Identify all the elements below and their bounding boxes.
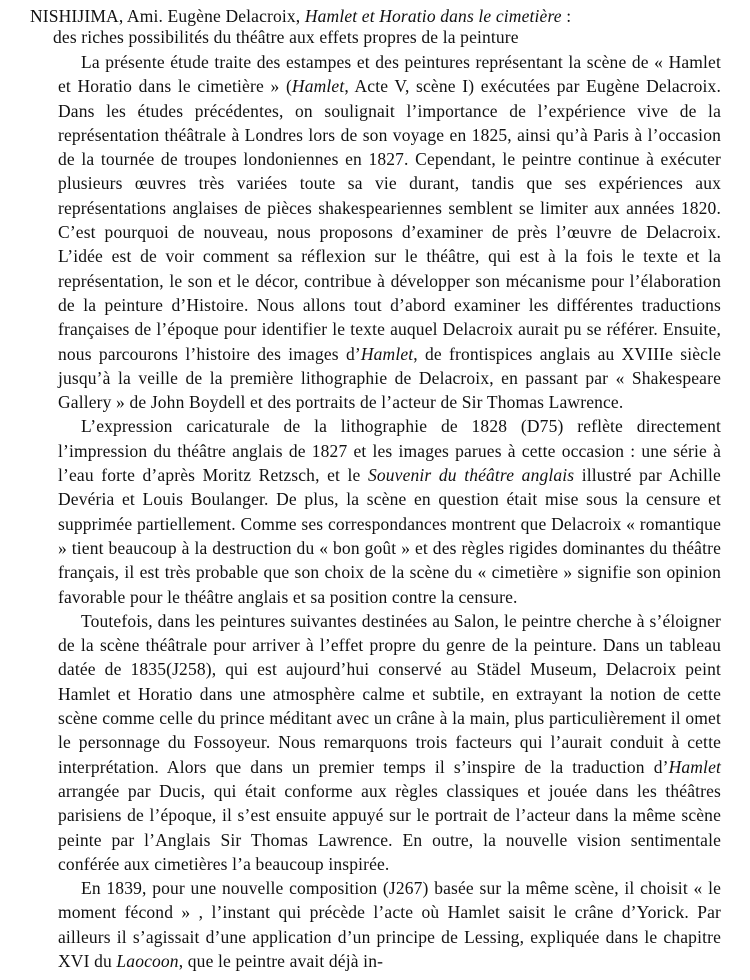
paragraph-text: illustré par Achille Devéria et Louis Boulanger. De plus, la scène en question était mise sous la censure et supprimée partiellement. Comme ses correspondances montrent que Delacroix « romantique » tient beaucoup à la destruction du « bon goût » et des règles rigides dominantes du théâtre français, il est très probable que son choix de la scène du « cimetière » signifie son opinion favorable pour le théâtre anglais et sa position contre la censure. bbox=[58, 465, 721, 607]
paragraph-text: En 1839, pour une nouvelle composition (J267) basée sur la même scène, il choisit « le moment fécond » , l’instant qui précède l’acte où Hamlet saisit le crâne d’Yorick. Par ailleurs il s’agissait d’une application d’un principe de Lessing, expliquée dans le chapitre XVI du bbox=[58, 878, 721, 971]
author-line: NISHIJIMA, Ami. Eugène Delacroix, bbox=[30, 6, 305, 26]
paragraph-text: , Acte V, scène I) exécutées par Eugène Delacroix. Dans les études précédentes, on soulignait l’importance de l’expérience vive de la représentation théâtrale à Londres lors de son voyage en 1825, ainsi qu’à Paris à l’occasion de la tournée de troupes londoniennes en 1827. Cependant, le peintre continue à exécuter plusieurs œuvres très variées toute sa vie durant, tandis que ses expériences aux représentations anglaises de pièces shakespeariennes semblent se limiter aux années 1820. C’est pourquoi de nouveau, nous proposons d’examiner de près l’œuvre de Delacroix. L’idée est de voir comment sa réflexion sur le théâtre, qui est à la fois le texte et la représentation, le son et le décor, contribue à développer son mécanisme pour l’élaboration de la peinture d’Histoire. Nous allons tout d’abord examiner les différentes traductions françaises de l’époque pour identifier le texte auquel Delacroix aurait pu se référer. Ensuite, nous parcourons l’histoire des images d’ bbox=[58, 76, 721, 364]
article-subtitle: des riches possibilités du théâtre aux effets propres de la peinture bbox=[53, 27, 519, 47]
italic-title-text: Hamlet bbox=[291, 76, 345, 97]
paragraph-text: L’expression caricaturale de la lithographie de 1828 (D75) reflète directement l’impression du théâtre anglais de 1827 et les images parues à cette occasion : une série à l’eau forte d’après Moritz Retzsch, et le bbox=[58, 416, 721, 486]
abstract-body bbox=[58, 50, 721, 973]
italic-title-text: Souvenir du théâtre anglais bbox=[367, 465, 575, 486]
abstract-paragraph bbox=[58, 414, 721, 608]
artwork-title: Hamlet et Horatio dans le cimetière bbox=[304, 6, 562, 26]
paragraph-text: , de frontispices anglais au XVIIIe siècle jusqu’à la veille de la première lithographie de Delacroix, en passant par « Shakespeare Gallery » de John Boydell et des portraits de l’acteur de Sir Thomas Lawrence. bbox=[58, 343, 721, 413]
italic-title-text: Hamlet bbox=[360, 343, 414, 364]
paragraph-text: La présente étude traite des estampes et des peintures représentant la scène de « Hamlet et Horatio dans le cimetière » ( bbox=[58, 52, 721, 97]
italic-title-text: Hamlet bbox=[668, 756, 721, 777]
abstract-paragraph bbox=[58, 876, 721, 973]
paragraph-text: arrangée par Ducis, qui était conforme aux règles classiques et jouée dans les théâtres parisiens de l’époque, il s’est ensuite appuyé sur le portrait de l’acteur dans la même scène peinte par l’Anglais Sir Thomas Lawrence. En outre, la nouvelle vision sentimentale conférée aux cimetières l’a beaucoup inspirée. bbox=[58, 780, 721, 874]
abstract-paragraph bbox=[58, 609, 721, 876]
italic-title-text: Laocoon bbox=[116, 950, 179, 971]
paragraph-text: , que le peintre avait déjà in- bbox=[178, 950, 384, 971]
paragraph-text: Toutefois, dans les peintures suivantes destinées au Salon, le peintre cherche à s’éloigner de la scène théâtrale pour arriver à l’effet propre du genre de la peinture. Dans un tableau datée de 1835(J258), qui est aujourd’hui conservé au Städel Museum, Delacroix peint Hamlet et Horatio dans une atmosphère calme et subtile, en extrayant la notion de cette scène comme celle du prince méditant avec un crâne à la main, plus particulièrement il omet le personnage du Fossoyeur. Nous remarquons trois facteurs qui l’aurait conduit à cette interprétation. Alors que dans un premier temps il s’inspire de la traduction d’ bbox=[58, 610, 721, 777]
title-colon: : bbox=[561, 6, 572, 26]
article-heading bbox=[30, 6, 720, 48]
abstract-paragraph bbox=[58, 50, 721, 414]
